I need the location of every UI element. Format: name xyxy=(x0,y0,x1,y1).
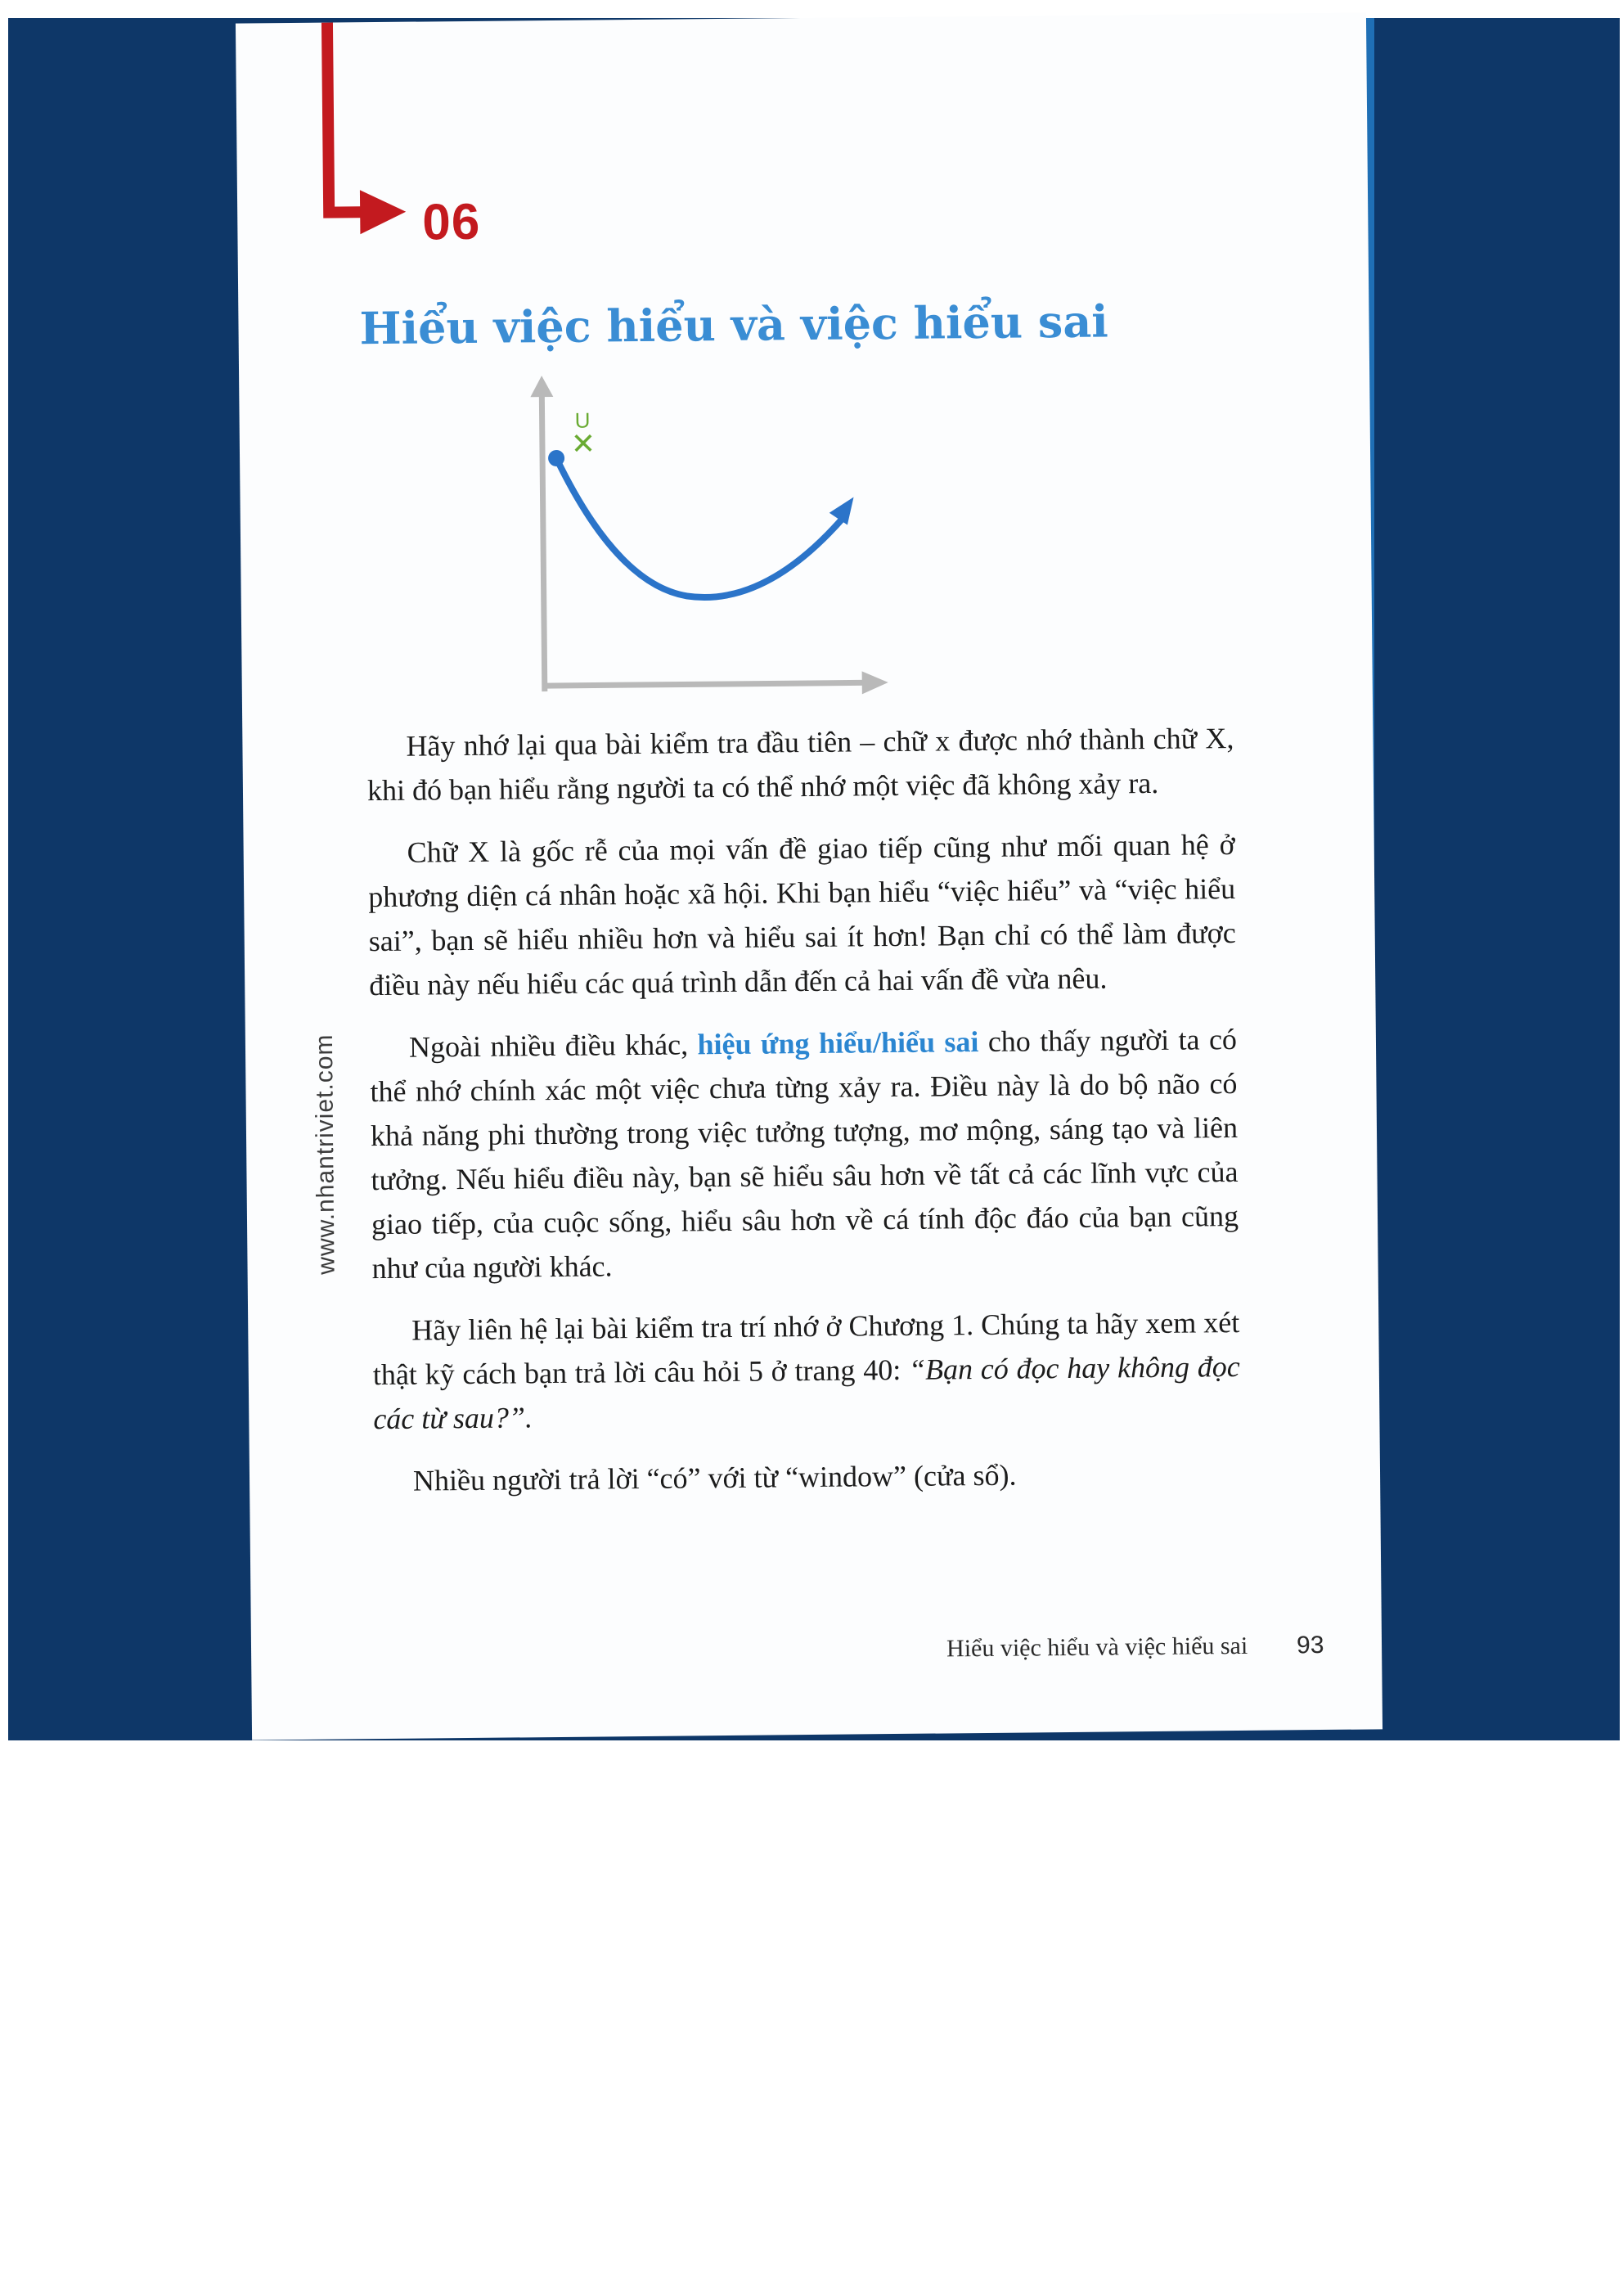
body-text xyxy=(366,716,1241,1521)
chapter-title: Hiểu việc hiểu và việc hiểu sai xyxy=(359,295,1109,355)
running-title: Hiểu việc hiểu và việc hiểu sai xyxy=(946,1632,1248,1663)
paragraph-4: Hãy liên hệ lại bài kiểm tra trí nhớ ở Chương 1. Chúng ta hãy xem xét thật kỹ cách bạn trả lời câu hỏi 5 ở trang 40: “Bạn có đọc hay không đọc các từ sau?”. xyxy=(372,1305,1240,1436)
y-axis-arrow-icon xyxy=(530,376,553,397)
memory-curve xyxy=(556,456,845,599)
paragraph-1: Hãy nhớ lại qua bài kiểm tra đầu tiên – chữ x được nhớ thành chữ X, khi đó bạn hiểu rằng người ta có thể nhớ một việc đã không xảy ra. xyxy=(366,722,1234,808)
curve-end-arrow-icon xyxy=(829,497,854,524)
paragraph-3: Ngoài nhiều điều khác, hiệu ứng hiểu/hiểu sai cho thấy người ta có thể nhớ chính xác một việc chưa từng xảy ra. Điều này là do bộ não có khả năng phi thường trong việc tưởng tượng, mơ mộng, sáng tạo và liên tưởng. Nếu hiểu điều này, bạn sẽ hiểu sâu hơn về tất cả các lĩnh vực của giao tiếp, của cuộc sống, hiểu sâu hơn về cá tính độc đáo của bạn cũng như của người khác. xyxy=(370,1022,1239,1285)
x-axis-arrow-icon xyxy=(862,671,888,694)
chapter-number: 06 xyxy=(421,193,481,251)
highlighted-term: hiệu ứng hiểu/hiểu sai xyxy=(697,1025,979,1061)
chapter-arrow-icon xyxy=(236,22,418,261)
paragraph-5: Nhiều người trả lời “có” với từ “window” (cửa sổ). xyxy=(412,1458,1017,1497)
side-url: www.nhantriviet.com xyxy=(310,1033,340,1275)
x-axis xyxy=(545,682,868,686)
book-page xyxy=(236,12,1382,1740)
marker-label: U xyxy=(574,407,591,433)
y-axis xyxy=(542,389,545,691)
paragraph-2: Chữ X là gốc rễ của mọi vấn đề giao tiếp cũng như mối quan hệ ở phương diện cá nhân hoặc xã hội. Khi bạn hiểu “việc hiểu” và “việc hiểu sai”, bạn sẽ hiểu nhiều hơn và hiểu sai ít hơn! Bạn chỉ có thể làm được điều này nếu hiểu các quá trình dẫn đến cả hai vấn đề vừa nêu. xyxy=(368,828,1236,1002)
curve-start-point xyxy=(548,450,564,466)
cross-icon: ✕ xyxy=(570,427,596,461)
quoted-question: “Bạn có đọc hay không đọc các từ sau?”. xyxy=(373,1349,1240,1436)
page-number: 93 xyxy=(1296,1632,1324,1659)
memory-curve-diagram xyxy=(443,369,905,700)
